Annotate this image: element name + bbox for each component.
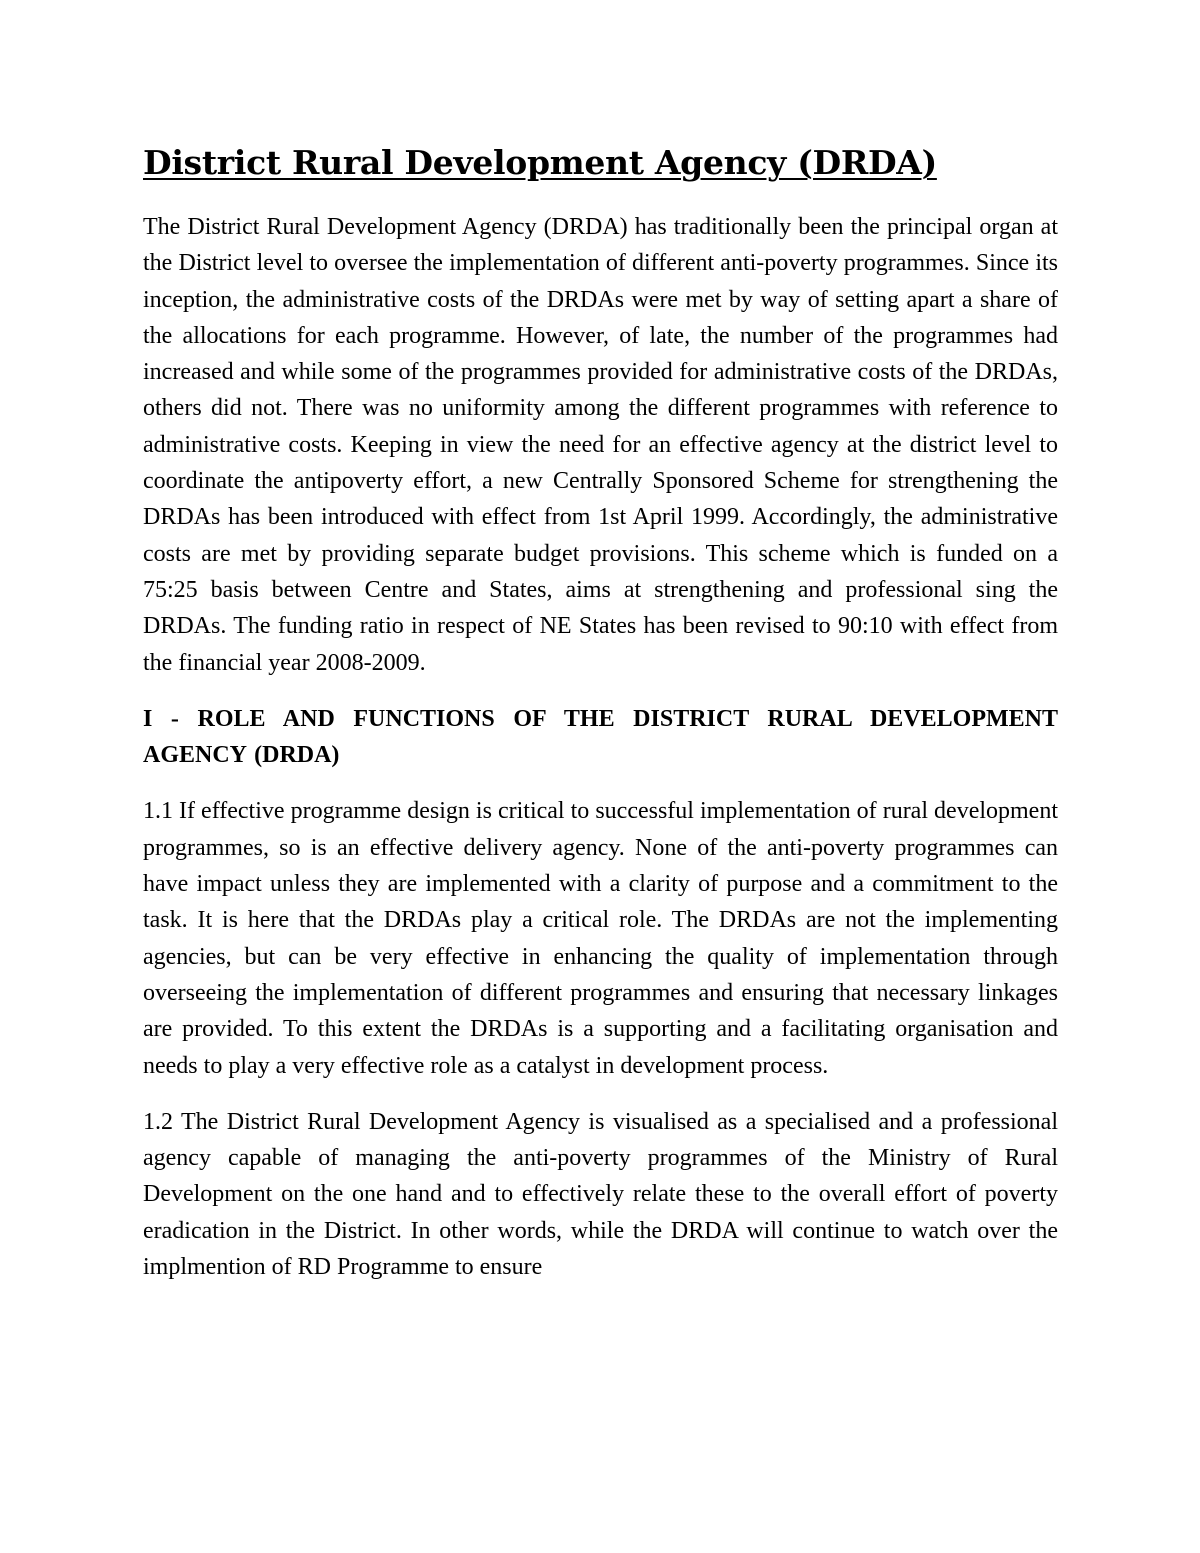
section-heading: I - ROLE AND FUNCTIONS OF THE DISTRICT RURAL DEVELOPMENT AGENCY (DRDA) bbox=[143, 705, 1058, 769]
document-page bbox=[143, 140, 1058, 1305]
paragraph-1-2: 1.2 The District Rural Development Agency is visualised as a specialised and a professional agency capable of managing the anti-poverty programmes of the Ministry of Rural Development on the one hand and to effectively relate these to the overall effort of poverty eradication in the District. In other words, while the DRDA will continue to watch over the implmention of RD Programme to ensure bbox=[143, 1108, 1058, 1281]
document-title: District Rural Development Agency (DRDA) bbox=[143, 143, 937, 182]
paragraph-1-1: 1.1 If effective programme design is critical to successful implementation of rural development programmes, so is an effective delivery agency. None of the anti-poverty programmes can have impact unless they are implemented with a clarity of purpose and a commitment to the task. It is here that the DRDAs play a critical role. The DRDAs are not the implementing agencies, but can be very effective in enhancing the quality of implementation through overseeing the implementation of different programmes and ensuring that necessary linkages are provided. To this extent the DRDAs is a supporting and a facilitating organisation and needs to play a very effective role as a catalyst in development process. bbox=[143, 798, 1058, 1079]
intro-paragraph: The District Rural Development Agency (DRDA) has traditionally been the principal organ at the District level to oversee the implementation of different anti-poverty programmes. Since its inception, the administrative costs of the DRDAs were met by way of setting apart a share of the allocations for each programme. However, of late, the number of the programmes had increased and while some of the programmes provided for administrative costs of the DRDAs, others did not. There was no uniformity among the different programmes with reference to administrative costs. Keeping in view the need for an effective agency at the district level to coordinate the antipoverty effort, a new Centrally Sponsored Scheme for strengthening the DRDAs has been introduced with effect from 1st April 1999. Accordingly, the administrative costs are met by providing separate budget provisions. This scheme which is funded on a 75:25 basis between Centre and States, aims at strengthening and professional sing the DRDAs. The funding ratio in respect of NE States has been revised to 90:10 with effect from the financial year 2008-2009. bbox=[143, 214, 1058, 676]
